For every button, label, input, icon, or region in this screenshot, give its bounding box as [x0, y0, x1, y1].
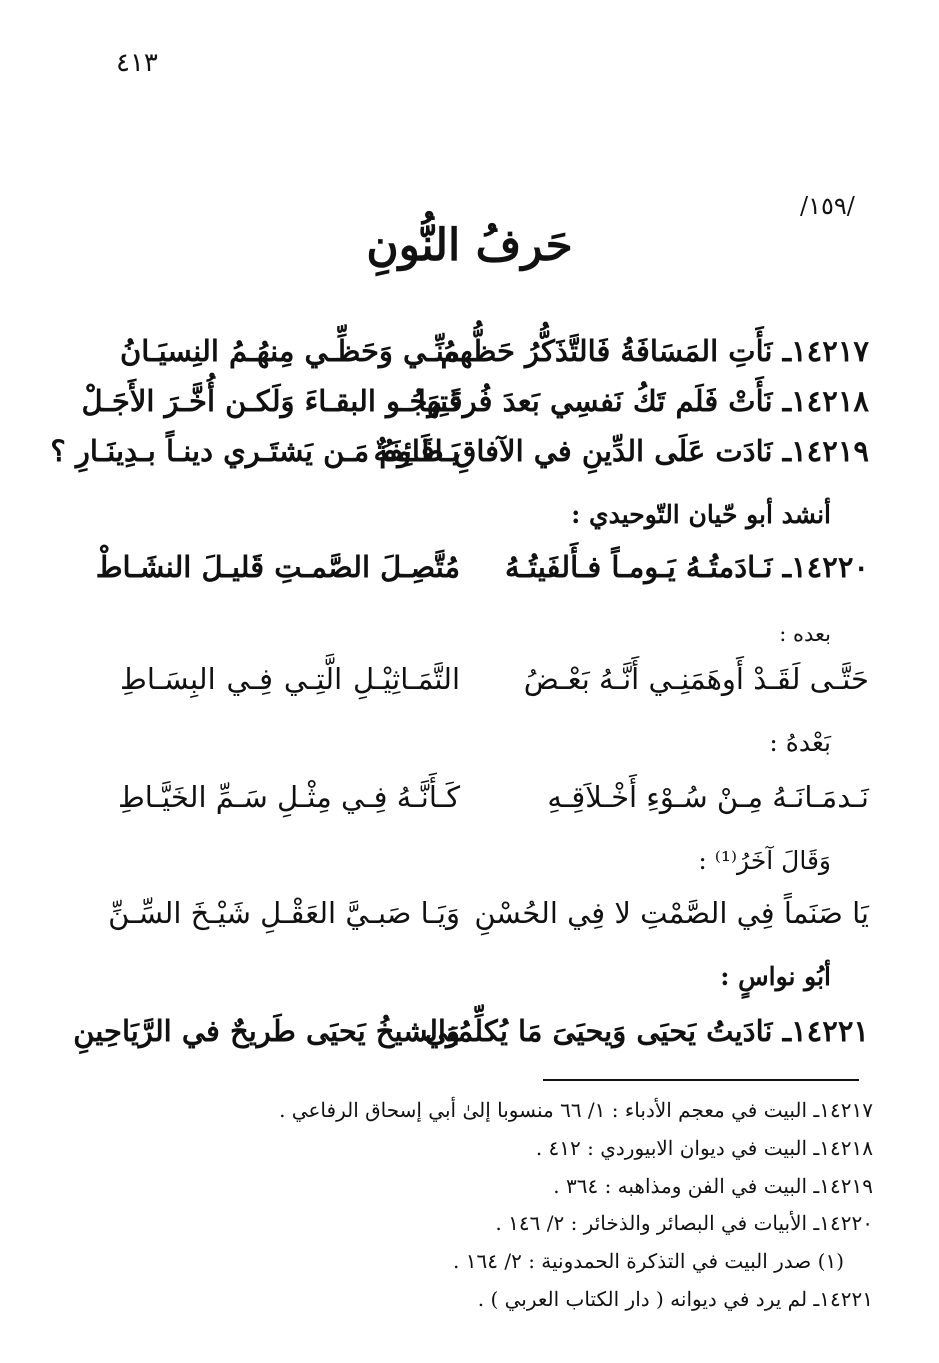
verse-14218-second-hemistich: تَـرجُـو البقـاءَ وَلَكـن أُخَّـرَ الأَجَـلْ	[81, 384, 460, 418]
intro-tawhidi: أنشد أبو حّيان التّوحيدي :	[571, 500, 831, 529]
verse-14220-first-hemistich: ١٤٢٢٠ـ نَـادَمتُـهُ يَـومـاً فـأَلفَيتُـهُ	[505, 550, 869, 584]
verse-14218-first-hemistich: ١٤٢١٨ـ نَأَتْ فَلَم تَكُ نَفسِي بَعدَ فُرقَتِهَا	[417, 384, 869, 418]
intro-after-2: بَعْدهُ :	[769, 728, 831, 757]
footnote-1: (١) صدر البيت في التذكرة الحمدونية : ٢/ ١٦٤ .	[453, 1249, 844, 1273]
footnote-14218: ١٤٢١٨ـ البيت في ديوان الابيوردي : ٤١٢ .	[535, 1136, 873, 1160]
verse-other-first-hemistich: يَا صَنَماً فِي الصَّمْتِ لا فِي الحُسْنِ	[474, 896, 869, 930]
footnote-divider	[543, 1079, 859, 1081]
intro-abu-nuwas: أبُو نواسٍ :	[720, 962, 831, 991]
verse-after-1-second-hemistich: التَّمَـاثِيْـلِ الَّتِـي فِـي البِسَـاطِ	[120, 662, 460, 696]
page-number: ٤١٣	[116, 48, 158, 78]
verse-after-1-first-hemistich: حَتَّـى لَقَـدْ أَوهَمَنِـي أَنَّـهُ بَعْـضُ	[523, 662, 869, 696]
footnote-14217: ١٤٢١٧ـ البيت في معجم الأدباء : ١/ ٦٦ منسوبا إلىٰ أبي إسحاق الرفاعي .	[279, 1098, 873, 1122]
chapter-title: حَرفُ النُّونِ	[366, 220, 573, 271]
verse-14221-second-hemistich: وَالشيخُ يَحيَى طَريحٌ في الرَّيَاحِينِ	[73, 1014, 460, 1048]
verse-other-second-hemistich: وَيَـا صَبـيَّ العَقْـلِ شَيْـخَ السِّـنِّ	[108, 896, 460, 930]
footnote-14221: ١٤٢٢١ـ لم يرد في ديوانه ( دار الكتاب العربي ) .	[477, 1287, 873, 1311]
verse-after-2-first-hemistich: نَـدمَـانَـهُ مِـنْ سُـوْءِ أَخْـلاَقِـهِ	[547, 780, 869, 814]
verse-14217-first-hemistich: ١٤٢١٧ـ نَأَتِ المَسَافَةُ فَالتَّذَكُّرُ حَظُّهمُ	[440, 334, 869, 368]
intro-another: وَقَالَ آخَرُ⁽¹⁾ :	[698, 846, 831, 875]
intro-after-1: بعده :	[779, 622, 831, 646]
verse-14219-second-hemistich: يَـاقَـومُ مَـن يَشتَـري دينـاً بـدِينَـارِ ؟	[50, 434, 460, 468]
footnote-14219: ١٤٢١٩ـ البيت في الفن ومذاهبه : ٣٦٤ .	[553, 1174, 873, 1198]
verse-14220-second-hemistich: مُتَّصِـلَ الصَّمـتِ قَليـلَ النشَـاطْ	[95, 550, 460, 584]
verse-14219-first-hemistich: ١٤٢١٩ـ نَادَت عَلَى الدِّينِ في الآفاقِ طَائِفَةٌ	[373, 434, 869, 468]
verse-14221-first-hemistich: ١٤٢٢١ـ نَادَيتُ يَحيَى وَيحيَىَ مَا يُكلِّمُنِي	[424, 1014, 869, 1048]
section-number: /١٥٩/	[800, 192, 855, 220]
verse-14217-second-hemistich: منِّـي وَحَظِّـي مِنهُـمُ النِسيَـانُ	[120, 334, 460, 368]
footnote-14220: ١٤٢٢٠ـ الأبيات في البصائر والذخائر : ٢/ ١٤٦ .	[495, 1211, 873, 1235]
verse-after-2-second-hemistich: كَـأَنَّـهُ فِـي مِثْـلِ سَـمِّ الخَيَّـاطِ	[117, 780, 460, 814]
